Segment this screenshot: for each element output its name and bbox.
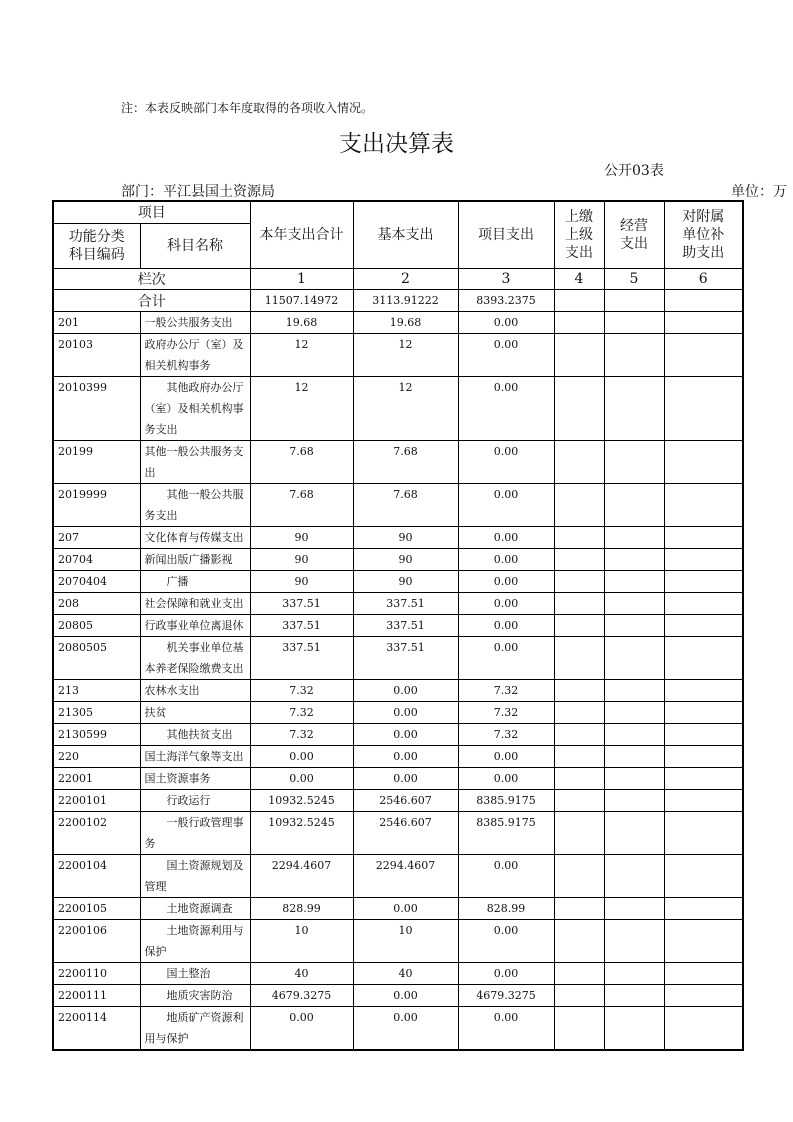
- business-cell: [604, 680, 664, 702]
- index-cell: 4: [554, 269, 604, 290]
- table-row: [53, 527, 743, 549]
- upper-cell: [554, 855, 604, 898]
- upper-cell: [554, 898, 604, 920]
- total-cell: 0.00: [250, 746, 353, 768]
- total-cell: 7.32: [250, 680, 353, 702]
- basic-cell: 90: [353, 549, 458, 571]
- upper-cell: [554, 920, 604, 963]
- header-row: [53, 201, 743, 224]
- code-cell: 220: [53, 746, 140, 768]
- business-cell: [604, 963, 664, 985]
- upper-cell: [554, 527, 604, 549]
- table-row: [53, 334, 743, 377]
- project-cell: 0.00: [458, 855, 554, 898]
- table-row: [53, 377, 743, 441]
- table-row: [53, 855, 743, 898]
- code-cell: 207: [53, 527, 140, 549]
- business-cell: [604, 377, 664, 441]
- index-row: [53, 269, 743, 290]
- upper-cell: [554, 1007, 604, 1051]
- total-cell: 828.99: [250, 898, 353, 920]
- code-cell: 201: [53, 312, 140, 334]
- subsidy-cell: [664, 920, 743, 963]
- code-cell: 2200104: [53, 855, 140, 898]
- index-cell: 6: [664, 269, 743, 290]
- upper-cell: [554, 549, 604, 571]
- project-cell: 0.00: [458, 920, 554, 963]
- business-cell: [604, 855, 664, 898]
- total-cell: 19.68: [250, 312, 353, 334]
- upper-cell: [554, 812, 604, 855]
- business-cell: [604, 920, 664, 963]
- project-cell: 0.00: [458, 963, 554, 985]
- project-cell: 8385.9175: [458, 812, 554, 855]
- upper-cell: [554, 441, 604, 484]
- code-cell: 2010399: [53, 377, 140, 441]
- code-cell: 213: [53, 680, 140, 702]
- name-cell: 国土整治: [140, 963, 250, 985]
- header-total: 本年支出合计: [250, 201, 353, 269]
- table-row: [53, 484, 743, 527]
- table-row: [53, 898, 743, 920]
- project-cell: 4679.3275: [458, 985, 554, 1007]
- business-cell: [604, 484, 664, 527]
- code-cell: 2200111: [53, 985, 140, 1007]
- upper-cell: [554, 290, 604, 312]
- header-item: 项目: [53, 201, 250, 224]
- upper-cell: [554, 768, 604, 790]
- subsidy-cell: [664, 312, 743, 334]
- business-cell: [604, 571, 664, 593]
- total-cell: 10: [250, 920, 353, 963]
- name-cell: 新闻出版广播影视: [140, 549, 250, 571]
- basic-cell: 337.51: [353, 593, 458, 615]
- business-cell: [604, 746, 664, 768]
- upper-cell: [554, 680, 604, 702]
- upper-cell: [554, 790, 604, 812]
- total-row: [53, 290, 743, 312]
- upper-cell: [554, 637, 604, 680]
- basic-cell: 12: [353, 334, 458, 377]
- basic-cell: 0.00: [353, 702, 458, 724]
- name-cell: 地质灾害防治: [140, 985, 250, 1007]
- project-cell: 0.00: [458, 312, 554, 334]
- header-subsidy: 对附属单位补助支出: [664, 201, 743, 269]
- project-cell: 0.00: [458, 334, 554, 377]
- table-row: [53, 1007, 743, 1051]
- code-cell: 20103: [53, 334, 140, 377]
- basic-cell: 12: [353, 377, 458, 441]
- subsidy-cell: [664, 637, 743, 680]
- project-cell: 0.00: [458, 441, 554, 484]
- basic-cell: 40: [353, 963, 458, 985]
- subsidy-cell: [664, 377, 743, 441]
- total-cell: 7.68: [250, 441, 353, 484]
- total-cell: 337.51: [250, 593, 353, 615]
- code-cell: 2200110: [53, 963, 140, 985]
- name-cell: 国土资源规划及管理: [140, 855, 250, 898]
- basic-cell: 0.00: [353, 746, 458, 768]
- header-upper: 上缴上级支出: [554, 201, 604, 269]
- name-cell: 文化体育与传媒支出: [140, 527, 250, 549]
- business-cell: [604, 441, 664, 484]
- business-cell: [604, 615, 664, 637]
- project-cell: 0.00: [458, 615, 554, 637]
- subsidy-cell: [664, 1007, 743, 1051]
- total-cell: 12: [250, 377, 353, 441]
- code-cell: 21305: [53, 702, 140, 724]
- business-cell: [604, 702, 664, 724]
- code-cell: 2130599: [53, 724, 140, 746]
- subsidy-cell: [664, 746, 743, 768]
- expenditure-table: [52, 200, 744, 1051]
- header-project: 项目支出: [458, 201, 554, 269]
- header-basic: 基本支出: [353, 201, 458, 269]
- upper-cell: [554, 963, 604, 985]
- code-cell: 2200101: [53, 790, 140, 812]
- name-cell: 土地资源利用与保护: [140, 920, 250, 963]
- index-cell: 5: [604, 269, 664, 290]
- basic-cell: 19.68: [353, 312, 458, 334]
- index-cell: 1: [250, 269, 353, 290]
- name-cell: 扶贫: [140, 702, 250, 724]
- upper-cell: [554, 746, 604, 768]
- subsidy-cell: [664, 985, 743, 1007]
- index-cell: 3: [458, 269, 554, 290]
- code-cell: 208: [53, 593, 140, 615]
- total-cell: 90: [250, 549, 353, 571]
- total-cell: 2294.4607: [250, 855, 353, 898]
- total-cell: 12: [250, 334, 353, 377]
- subsidy-cell: [664, 484, 743, 527]
- upper-cell: [554, 985, 604, 1007]
- table-row: [53, 724, 743, 746]
- page-title: 支出决算表: [339, 131, 454, 157]
- name-cell: 政府办公厅（室）及相关机构事务: [140, 334, 250, 377]
- table-row: [53, 790, 743, 812]
- table-row: [53, 702, 743, 724]
- basic-cell: 337.51: [353, 637, 458, 680]
- basic-cell: 3113.91222: [353, 290, 458, 312]
- business-cell: [604, 593, 664, 615]
- business-cell: [604, 768, 664, 790]
- code-cell: 2070404: [53, 571, 140, 593]
- project-cell: 0.00: [458, 484, 554, 527]
- subsidy-cell: [664, 549, 743, 571]
- upper-cell: [554, 334, 604, 377]
- code-cell: 2200105: [53, 898, 140, 920]
- business-cell: [604, 790, 664, 812]
- code-cell: 20805: [53, 615, 140, 637]
- subsidy-cell: [664, 290, 743, 312]
- name-cell: 行政事业单位离退休: [140, 615, 250, 637]
- project-cell: 7.32: [458, 680, 554, 702]
- code-cell: 20704: [53, 549, 140, 571]
- index-label: 栏次: [53, 269, 250, 290]
- table-row: [53, 680, 743, 702]
- subsidy-cell: [664, 593, 743, 615]
- name-cell: 土地资源调查: [140, 898, 250, 920]
- business-cell: [604, 637, 664, 680]
- name-cell: 其他一般公共服务支出: [140, 441, 250, 484]
- project-cell: 0.00: [458, 571, 554, 593]
- table-row: [53, 768, 743, 790]
- code-cell: 20199: [53, 441, 140, 484]
- total-cell: 4679.3275: [250, 985, 353, 1007]
- total-cell: 337.51: [250, 637, 353, 680]
- table-row: [53, 312, 743, 334]
- total-cell: 90: [250, 571, 353, 593]
- project-cell: 8385.9175: [458, 790, 554, 812]
- project-cell: 0.00: [458, 527, 554, 549]
- project-cell: 0.00: [458, 1007, 554, 1051]
- header-code: 功能分类科目编码: [53, 224, 140, 269]
- code-cell: 2200102: [53, 812, 140, 855]
- business-cell: [604, 985, 664, 1007]
- total-cell: 0.00: [250, 768, 353, 790]
- basic-cell: 2546.607: [353, 790, 458, 812]
- subsidy-cell: [664, 571, 743, 593]
- code-cell: 2200106: [53, 920, 140, 963]
- subsidy-cell: [664, 812, 743, 855]
- unit-label: 单位：万: [731, 184, 787, 200]
- table-row: [53, 441, 743, 484]
- table-row: [53, 812, 743, 855]
- total-cell: 90: [250, 527, 353, 549]
- upper-cell: [554, 615, 604, 637]
- subsidy-cell: [664, 790, 743, 812]
- basic-cell: 0.00: [353, 1007, 458, 1051]
- upper-cell: [554, 593, 604, 615]
- name-cell: 其他政府办公厅（室）及相关机构事务支出: [140, 377, 250, 441]
- subsidy-cell: [664, 702, 743, 724]
- name-cell: 行政运行: [140, 790, 250, 812]
- project-cell: 828.99: [458, 898, 554, 920]
- code-cell: 2019999: [53, 484, 140, 527]
- department-label: 部门：平江县国土资源局: [121, 184, 275, 200]
- subsidy-cell: [664, 768, 743, 790]
- name-cell: 机关事业单位基本养老保险缴费支出: [140, 637, 250, 680]
- table-row: [53, 963, 743, 985]
- name-cell: 农林水支出: [140, 680, 250, 702]
- name-cell: 广播: [140, 571, 250, 593]
- project-cell: 0.00: [458, 746, 554, 768]
- subsidy-cell: [664, 527, 743, 549]
- header-name: 科目名称: [140, 224, 250, 269]
- business-cell: [604, 527, 664, 549]
- subsidy-cell: [664, 724, 743, 746]
- subsidy-cell: [664, 441, 743, 484]
- name-cell: 地质矿产资源利用与保护: [140, 1007, 250, 1051]
- name-cell: 其他扶贫支出: [140, 724, 250, 746]
- total-cell: 7.32: [250, 724, 353, 746]
- project-cell: 0.00: [458, 768, 554, 790]
- business-cell: [604, 312, 664, 334]
- basic-cell: 90: [353, 571, 458, 593]
- name-cell: 一般公共服务支出: [140, 312, 250, 334]
- total-cell: 10932.5245: [250, 812, 353, 855]
- project-cell: 0.00: [458, 549, 554, 571]
- basic-cell: 0.00: [353, 680, 458, 702]
- code-cell: 2080505: [53, 637, 140, 680]
- basic-cell: 0.00: [353, 724, 458, 746]
- total-cell: 7.32: [250, 702, 353, 724]
- table-row: [53, 571, 743, 593]
- name-cell: 国土海洋气象等支出: [140, 746, 250, 768]
- upper-cell: [554, 377, 604, 441]
- basic-cell: 7.68: [353, 484, 458, 527]
- table-row: [53, 985, 743, 1007]
- business-cell: [604, 1007, 664, 1051]
- total-cell: 10932.5245: [250, 790, 353, 812]
- basic-cell: 90: [353, 527, 458, 549]
- total-cell: 337.51: [250, 615, 353, 637]
- name-cell: 其他一般公共服务支出: [140, 484, 250, 527]
- project-cell: 0.00: [458, 377, 554, 441]
- subsidy-cell: [664, 680, 743, 702]
- upper-cell: [554, 484, 604, 527]
- business-cell: [604, 549, 664, 571]
- name-cell: 一般行政管理事务: [140, 812, 250, 855]
- subsidy-cell: [664, 963, 743, 985]
- basic-cell: 10: [353, 920, 458, 963]
- subsidy-cell: [664, 615, 743, 637]
- business-cell: [604, 290, 664, 312]
- subsidy-cell: [664, 855, 743, 898]
- code-cell: 22001: [53, 768, 140, 790]
- basic-cell: 2294.4607: [353, 855, 458, 898]
- basic-cell: 7.68: [353, 441, 458, 484]
- upper-cell: [554, 724, 604, 746]
- subsidy-cell: [664, 334, 743, 377]
- total-label: 合计: [53, 290, 250, 312]
- subsidy-cell: [664, 898, 743, 920]
- table-body: [53, 312, 743, 1051]
- total-cell: 40: [250, 963, 353, 985]
- table-row: [53, 593, 743, 615]
- basic-cell: 2546.607: [353, 812, 458, 855]
- business-cell: [604, 812, 664, 855]
- table-row: [53, 920, 743, 963]
- form-number: 公开03表: [604, 163, 664, 179]
- upper-cell: [554, 571, 604, 593]
- project-cell: 7.32: [458, 702, 554, 724]
- index-cell: 2: [353, 269, 458, 290]
- table-row: [53, 615, 743, 637]
- header-business: 经营支出: [604, 201, 664, 269]
- total-cell: 11507.14972: [250, 290, 353, 312]
- project-cell: 0.00: [458, 593, 554, 615]
- code-cell: 2200114: [53, 1007, 140, 1051]
- name-cell: 社会保障和就业支出: [140, 593, 250, 615]
- basic-cell: 0.00: [353, 898, 458, 920]
- project-cell: 8393.2375: [458, 290, 554, 312]
- upper-cell: [554, 702, 604, 724]
- table-row: [53, 746, 743, 768]
- name-cell: 国土资源事务: [140, 768, 250, 790]
- total-cell: 0.00: [250, 1007, 353, 1051]
- business-cell: [604, 334, 664, 377]
- project-cell: 7.32: [458, 724, 554, 746]
- basic-cell: 0.00: [353, 768, 458, 790]
- basic-cell: 337.51: [353, 615, 458, 637]
- total-cell: 7.68: [250, 484, 353, 527]
- table-row: [53, 549, 743, 571]
- project-cell: 0.00: [458, 637, 554, 680]
- table-row: [53, 637, 743, 680]
- business-cell: [604, 898, 664, 920]
- table-note: 注：本表反映部门本年度取得的各项收入情况。: [121, 101, 374, 115]
- basic-cell: 0.00: [353, 985, 458, 1007]
- business-cell: [604, 724, 664, 746]
- upper-cell: [554, 312, 604, 334]
